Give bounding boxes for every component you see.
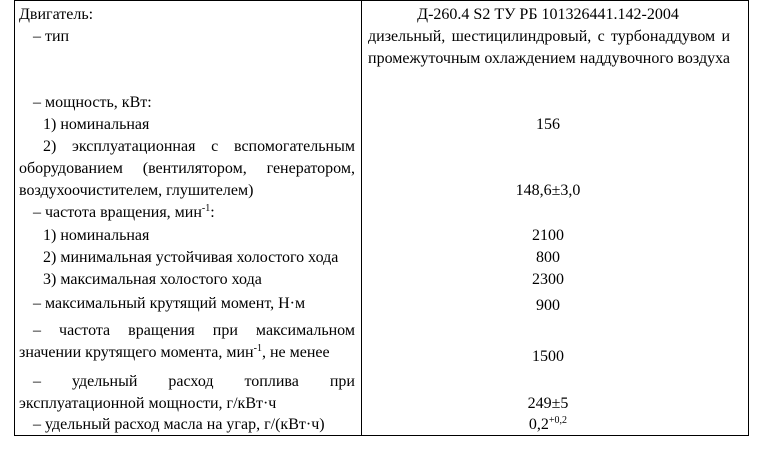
row-label-text: – частота вращения при максимальном значении крутящего момента, мин [19,322,355,361]
row-label: 2) минимальная устойчивая холостого хода [43,249,339,266]
row-label: – мощность, кВт: [33,94,152,111]
row-label: – максимальный крутящий момент, Н·м [33,295,306,312]
row-label: – удельный расход топлива при эксплуатационной мощности, г/кВт·ч [19,373,355,412]
row-value [366,414,750,436]
row-value: 148,6±3,0 [515,182,581,199]
row-value: дизельный, шестицилиндровый, с турбонаддувом и промежуточным охлаждением наддувочного воздуха [368,28,730,67]
row-label-tail: , не менее [261,344,330,361]
row-label: 2) эксплуатационная с вспомогательным оборудованием (вентилятором, генератором, воздухоочистителем, глушителем) [19,138,355,199]
row-label-sup: -1 [201,203,211,214]
row-label: 1) номинальная [43,227,150,244]
spec-table [14,0,749,436]
row-label: – удельный расход масла на угар, г/(кВт·ч) [33,416,325,433]
row-label-text: – частота вращения, мин [33,204,202,221]
row-label [15,320,361,364]
row-label-sup: -1 [253,343,262,354]
row-label [15,202,361,224]
row-value: 800 [536,249,560,266]
row-label: – тип [33,28,70,45]
row-value: 2300 [532,271,564,288]
row-value: 156 [536,116,560,133]
row-value: 249±5 [527,395,569,412]
row-value: 2100 [532,227,564,244]
row-value: 900 [536,297,560,314]
row-label: 1) номинальная [43,116,150,133]
row-label-tail: : [210,204,215,221]
row-value: Д-260.4 S2 ТУ РБ 101326441.142-2004 [417,6,679,23]
row-value-sup: +0,2 [548,415,568,426]
row-value-text: 0,2 [528,416,549,433]
column-divider [361,0,362,435]
table-top-border [15,0,748,1]
row-label: 3) максимальная холостого хода [43,271,262,288]
row-label: Двигатель: [19,6,94,23]
row-value: 1500 [532,348,564,365]
